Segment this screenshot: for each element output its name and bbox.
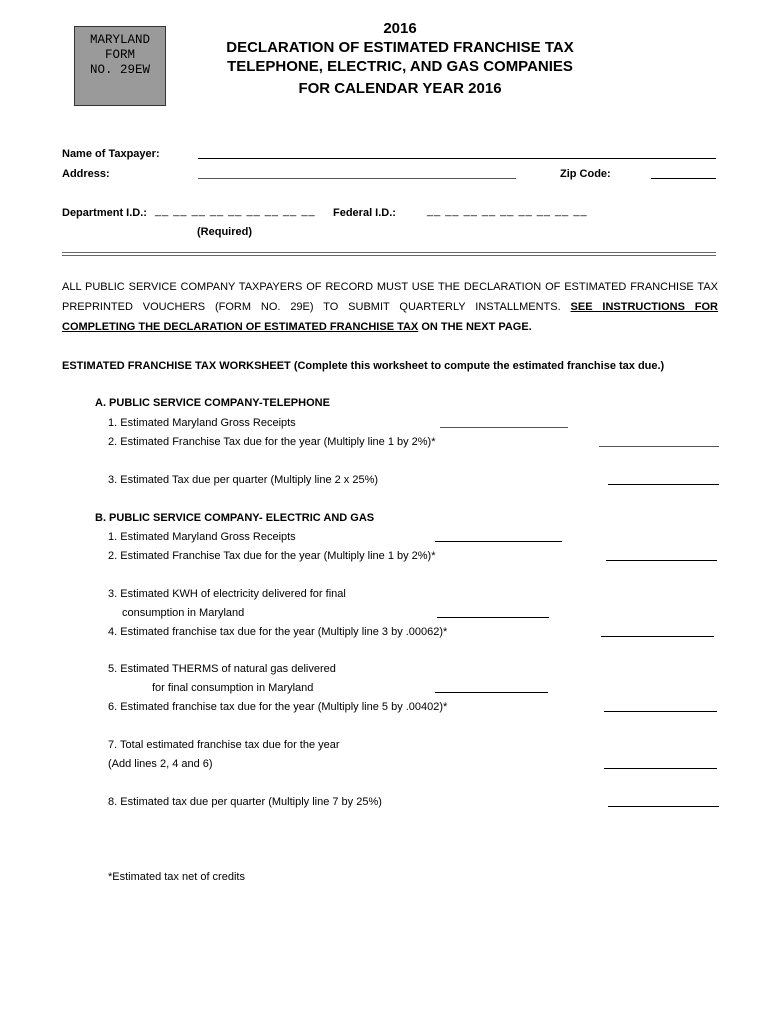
separator-line-top	[62, 252, 716, 253]
section-b-line-2-label: 2. Estimated Franchise Tax due for the year (Multiply line 1 by 2%)*	[108, 550, 436, 562]
section-b-line-6-field[interactable]	[604, 711, 717, 712]
section-b-line-2-field[interactable]	[606, 560, 717, 561]
badge-line-3: NO. 29EW	[89, 63, 150, 77]
section-b-heading: B. PUBLIC SERVICE COMPANY- ELECTRIC AND GAS	[95, 512, 375, 524]
section-a-heading: A. PUBLIC SERVICE COMPANY-TELEPHONE	[95, 397, 330, 409]
name-of-taxpayer-label: Name of Taxpayer:	[62, 148, 160, 160]
instructions-text-1: ALL PUBLIC SERVICE COMPANY TAXPAYERS OF RECORD MUST USE THE DECLARATION OF ESTIMATED FRANCHISE TAX PREPRINTED VOUCHERS (FORM NO. 29E) TO SUBMIT QUARTERLY INSTALLMENTS.	[62, 281, 718, 313]
form-year: 2016	[383, 20, 417, 37]
form-title-line-2: TELEPHONE, ELECTRIC, AND GAS COMPANIES	[227, 58, 573, 75]
federal-id-label: Federal I.D.:	[333, 207, 396, 219]
section-b-line-3-label-cont: consumption in Maryland	[122, 607, 245, 619]
section-b-line-1-label: 1. Estimated Maryland Gross Receipts	[108, 531, 296, 543]
department-id-field[interactable]: __ __ __ __ __ __ __ __ __	[155, 205, 316, 217]
section-b-line-5-label-cont: for final consumption in Maryland	[152, 682, 314, 694]
section-b-line-4-label: 4. Estimated franchise tax due for the year (Multiply line 3 by .00062)*	[108, 626, 448, 638]
section-a-line-1-field[interactable]	[440, 427, 568, 428]
section-a-line-2-label: 2. Estimated Franchise Tax due for the year (Multiply line 1 by 2%)*	[108, 436, 436, 448]
required-note: (Required)	[197, 226, 252, 238]
federal-id-field[interactable]: __ __ __ __ __ __ __ __ __	[427, 205, 588, 217]
section-a-line-3-field[interactable]	[608, 484, 719, 485]
address-field[interactable]	[198, 178, 516, 179]
section-b-line-8-field[interactable]	[608, 806, 719, 807]
section-b-line-5-label: 5. Estimated THERMS of natural gas delivered	[108, 663, 336, 675]
form-title-line-1: DECLARATION OF ESTIMATED FRANCHISE TAX	[226, 39, 574, 56]
instructions-text-2: ON THE NEXT PAGE.	[418, 321, 532, 333]
section-a-line-2-field[interactable]	[599, 446, 719, 447]
section-b-line-7-label: 7. Total estimated franchise tax due for the year	[108, 739, 340, 751]
instructions-link-text: SEE INSTRUCTIONS FOR COMPLETING THE DECLARATION OF ESTIMATED FRANCHISE TAX	[62, 301, 718, 333]
section-a-line-1-label: 1. Estimated Maryland Gross Receipts	[108, 417, 296, 429]
name-of-taxpayer-field[interactable]	[198, 158, 716, 159]
section-a-line-3-label: 3. Estimated Tax due per quarter (Multiply line 2 x 25%)	[108, 474, 379, 486]
section-b-line-6-label: 6. Estimated franchise tax due for the year (Multiply line 5 by .00402)*	[108, 701, 448, 713]
section-b-line-3-label: 3. Estimated KWH of electricity delivered for final	[108, 588, 346, 600]
worksheet-title: ESTIMATED FRANCHISE TAX WORKSHEET (Complete this worksheet to compute the estimated franchise tax due.)	[62, 360, 665, 372]
department-id-label: Department I.D.:	[62, 207, 147, 219]
section-b-line-3-field[interactable]	[437, 617, 549, 618]
section-b-line-7-field[interactable]	[604, 768, 717, 769]
section-b-line-1-field[interactable]	[435, 541, 562, 542]
zip-code-field[interactable]	[651, 178, 716, 179]
zip-code-label: Zip Code:	[560, 168, 611, 180]
form-number-badge	[74, 26, 166, 106]
form-title-line-3: FOR CALENDAR YEAR 2016	[298, 80, 502, 97]
separator-line-bottom	[62, 255, 716, 256]
badge-line-1: MARYLAND	[89, 33, 150, 47]
address-label: Address:	[62, 168, 110, 180]
section-b-line-4-field[interactable]	[601, 636, 714, 637]
section-b-line-8-label: 8. Estimated tax due per quarter (Multiply line 7 by 25%)	[108, 796, 382, 808]
section-b-line-5-field[interactable]	[435, 692, 548, 693]
footnote: *Estimated tax net of credits	[108, 871, 245, 883]
instructions-paragraph	[62, 277, 718, 337]
section-b-line-7-label-cont: (Add lines 2, 4 and 6)	[108, 758, 213, 770]
badge-line-2: FORM	[104, 48, 135, 62]
